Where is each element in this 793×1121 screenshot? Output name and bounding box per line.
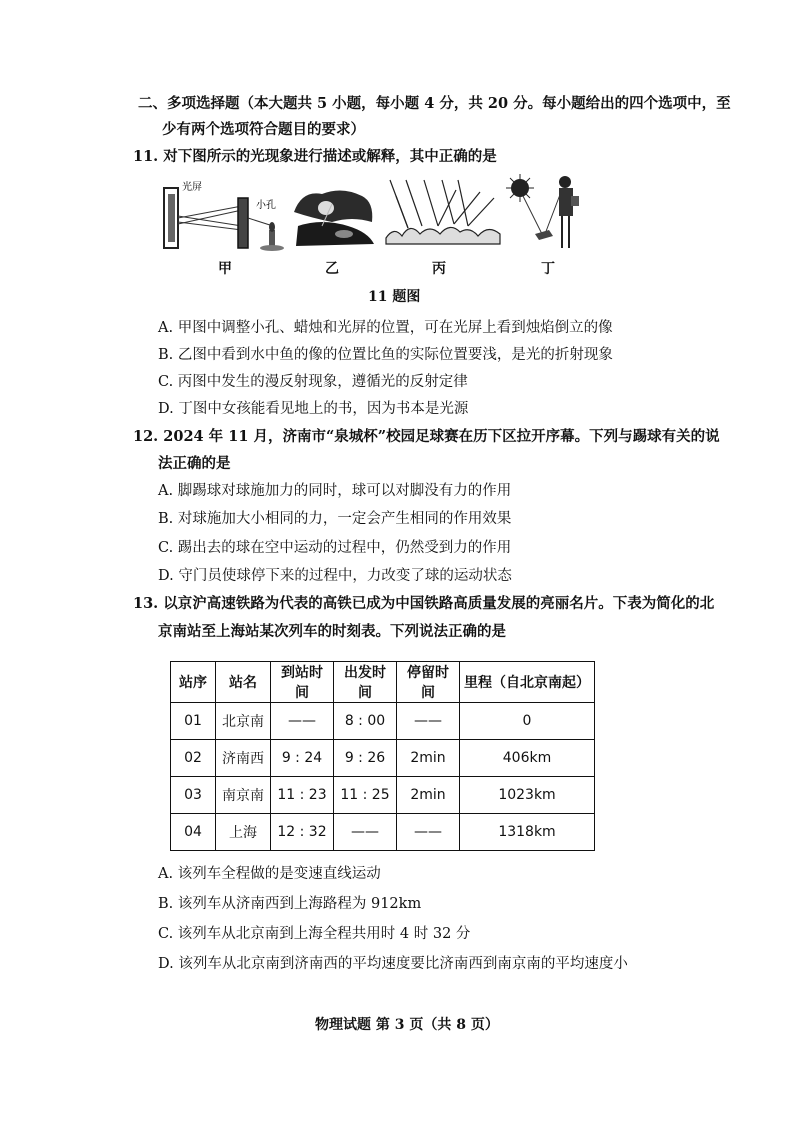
q11-option-d: D. 丁图中女孩能看见地上的书，因为书本是光源 <box>158 401 469 417</box>
cell-mileage: 1318km <box>460 814 595 851</box>
q12-option-b: B. 对球施加大小相同的力，一定会产生相同的作用效果 <box>158 511 512 527</box>
q11-option-c: C. 丙图中发生的漫反射现象，遵循光的反射定律 <box>158 374 468 390</box>
figure-label-ding: 丁 <box>541 261 555 277</box>
q12-stem-line1: 12. 2024 年 11 月，济南市“泉城杯”校园足球赛在历下区拉开序幕。下列与踢球有关的说 <box>133 428 720 445</box>
q13-option-a: A. 该列车全程做的是变速直线运动 <box>158 866 381 882</box>
section-heading-line2: 少有两个选项符合题目的要求） <box>162 121 365 138</box>
q11-option-a: A. 甲图中调整小孔、蜡烛和光屏的位置，可在光屏上看到烛焰倒立的像 <box>158 320 613 336</box>
cell-station-no: 01 <box>171 703 216 740</box>
q12-stem-line2: 法正确的是 <box>158 455 231 472</box>
table-row <box>171 740 595 777</box>
q13-stem-line1: 13. 以京沪高速铁路为代表的高铁已成为中国铁路高质量发展的亮丽名片。下表为简化的北 <box>133 595 715 612</box>
figure-caption: 11 题图 <box>368 289 421 305</box>
cell-mileage: 406km <box>460 740 595 777</box>
figure-pinhole-camera <box>158 178 293 256</box>
cell-departure: 11 : 25 <box>334 777 397 814</box>
q12-option-c: C. 踢出去的球在空中运动的过程中，仍然受到力的作用 <box>158 540 512 556</box>
section-heading-line1: 二、多项选择题（本大题共 5 小题，每小题 4 分，共 20 分。每小题给出的四个选项中，至 <box>138 95 731 112</box>
cell-arrival: 12 : 32 <box>271 814 334 851</box>
figure-hole-label: 小孔 <box>256 200 276 211</box>
q13-option-c: C. 该列车从北京南到上海全程共用时 4 时 32 分 <box>158 926 471 942</box>
cell-departure: —— <box>334 814 397 851</box>
q13-option-d: D. 该列车从北京南到济南西的平均速度要比济南西到南京南的平均速度小 <box>158 956 628 972</box>
table-row <box>171 777 595 814</box>
cell-station-name: 南京南 <box>216 777 271 814</box>
figure-label-jia: 甲 <box>218 261 232 277</box>
cell-stop-time: 2min <box>397 740 460 777</box>
q12-option-a: A. 脚踢球对球施加力的同时，球可以对脚没有力的作用 <box>158 483 512 499</box>
cell-station-no: 04 <box>171 814 216 851</box>
q12-option-d: D. 守门员使球停下来的过程中，力改变了球的运动状态 <box>158 568 512 584</box>
cell-arrival: 11 : 23 <box>271 777 334 814</box>
cell-mileage: 1023km <box>460 777 595 814</box>
header-departure: 出发时间 <box>334 662 397 703</box>
cell-arrival: —— <box>271 703 334 740</box>
header-arrival: 到站时间 <box>271 662 334 703</box>
figure-label-yi: 乙 <box>325 261 339 277</box>
q13-option-b: B. 该列车从济南西到上海路程为 912km <box>158 896 422 912</box>
cell-stop-time: 2min <box>397 777 460 814</box>
header-station-name: 站名 <box>216 662 271 703</box>
cell-station-name: 上海 <box>216 814 271 851</box>
cell-stop-time: —— <box>397 703 460 740</box>
figure-label-bing: 丙 <box>432 261 446 277</box>
cell-departure: 9 : 26 <box>334 740 397 777</box>
cell-stop-time: —— <box>397 814 460 851</box>
figure-fishing-photo <box>292 182 376 250</box>
q11-stem: 11. 对下图所示的光现象进行描述或解释，其中正确的是 <box>133 148 497 165</box>
header-station-no: 站序 <box>171 662 216 703</box>
table-row <box>171 703 595 740</box>
header-stop-time: 停留时间 <box>397 662 460 703</box>
q13-stem-line2: 京南站至上海站某次列车的时刻表。下列说法正确的是 <box>158 623 506 640</box>
timetable-header-row <box>171 662 595 703</box>
table-row <box>171 814 595 851</box>
cell-station-no: 02 <box>171 740 216 777</box>
figure-screen-label: 光屏 <box>182 182 202 193</box>
figure-girl-book <box>505 170 595 254</box>
q11-option-b: B. 乙图中看到水中鱼的像的位置比鱼的实际位置要浅，是光的折射现象 <box>158 347 613 363</box>
cell-arrival: 9 : 24 <box>271 740 334 777</box>
cell-station-name: 济南西 <box>216 740 271 777</box>
page-footer: 物理试题 第 3 页（共 8 页） <box>315 1017 499 1033</box>
timetable <box>170 661 595 851</box>
cell-mileage: 0 <box>460 703 595 740</box>
cell-departure: 8 : 00 <box>334 703 397 740</box>
cell-station-no: 03 <box>171 777 216 814</box>
cell-station-name: 北京南 <box>216 703 271 740</box>
header-mileage: 里程（自北京南起） <box>460 662 595 703</box>
figure-diffuse-reflection <box>382 178 507 252</box>
